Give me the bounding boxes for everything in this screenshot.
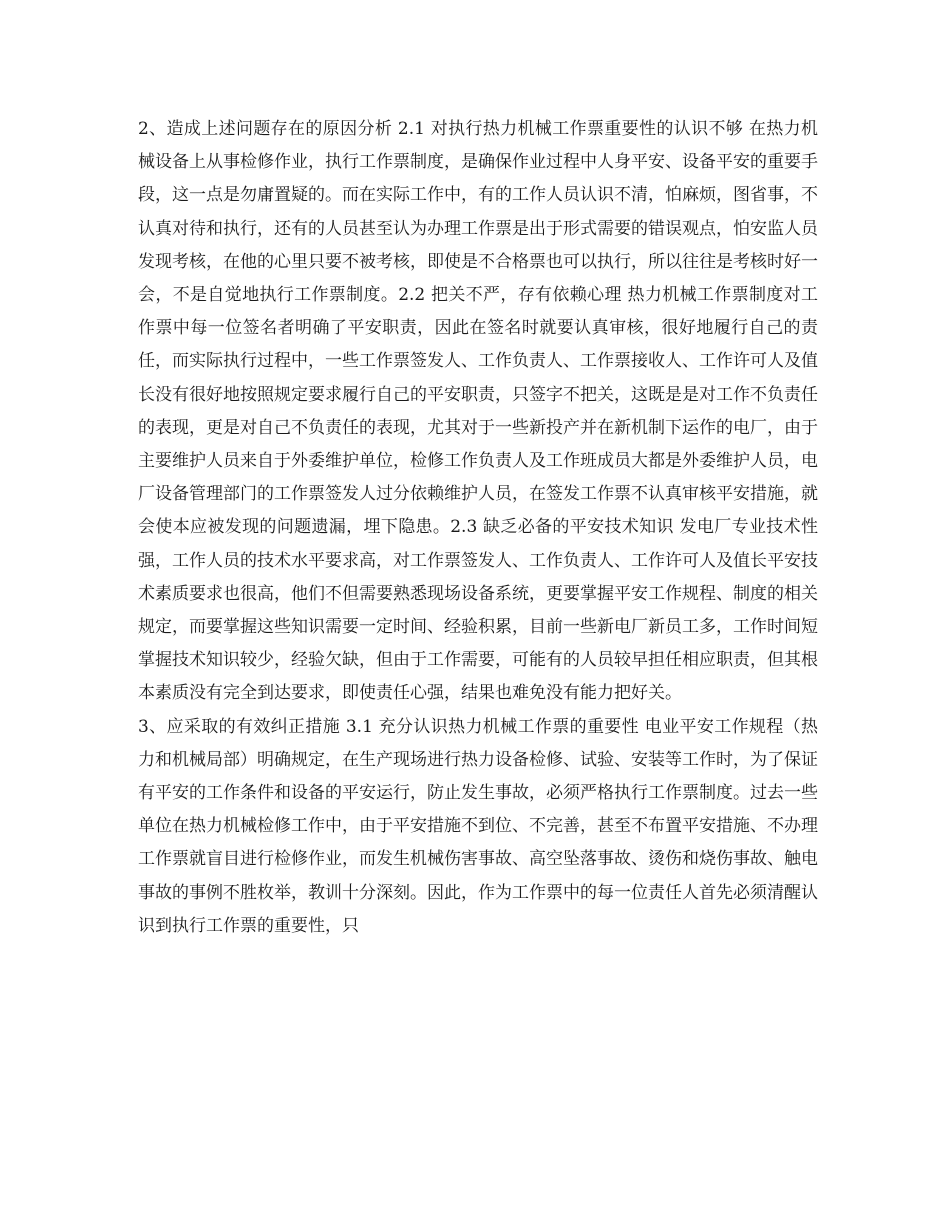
paragraph-measures: 3、应采取的有效纠正措施 3.1 充分认识热力机械工作票的重要性 电业平安工作规程（热力和机械局部）明确规定，在生产现场进行热力设备检修、试验、安装等工作时，为了保证有平安的工作条件和设备的平安运行，防止发生事故，必须严格执行工作票制度。过去一些单位在热力机械检修工作中，由于平安措施不到位、不完善，甚至不布置平安措施、不办理工作票就盲目进行检修作业，而发生机械伤害事故、高空坠落事故、烫伤和烧伤事故、触电事故的事例不胜枚举，教训十分深刻。因此，作为工作票中的每一位责任人首先必须清醒认识到执行工作票的重要性，只 — [138, 716, 818, 936]
paragraph-causes: 2、造成上述问题存在的原因分析 2.1 对执行热力机械工作票重要性的认识不够 在热力机械设备上从事检修作业，执行工作票制度，是确保作业过程中人身平安、设备平安的重要手段，这一点是勿庸置疑的。而在实际工作中，有的工作人员认识不清，怕麻烦，图省事，不认真对待和执行，还有的人员甚至认为办理工作票是出于形式需要的错误观点，怕安监人员发现考核，在他的心里只要不被考核，即使是不合格票也可以执行，所以往往是考核时好一会，不是自觉地执行工作票制度。2.2 把关不严，存有依赖心理 热力机械工作票制度对工作票中每一位签名者明确了平安职责，因此在签名时就要认真审核，很好地履行自己的责任，而实际执行过程中，一些工作票签发人、工作负责人、工作票接收人、工作许可人及值长没有很好地按照规定要求履行自己的平安职责，只签字不把关，这既是是对工作不负责任的表现，更是对自己不负责任的表现，尤其对于一些新投产并在新机制下运作的电厂，由于主要维护人员来自于外委维护单位，检修工作负责人及工作班成员大都是外委维护人员，电厂设备管理部门的工作票签发人过分依赖维护人员，在签发工作票不认真审核平安措施，就会使本应被发现的问题遗漏，埋下隐患。2.3 缺乏必备的平安技术知识 发电厂专业技术性强，工作人员的技术水平要求高，对工作票签发人、工作负责人、工作许可人及值长平安技术素质要求也很高，他们不但需要熟悉现场设备系统，更要掌握平安工作规程、制度的相关规定，而要掌握这些知识需要一定时间、经验积累，目前一些新电厂新员工多，工作时间短掌握技术知识较少，经验欠缺，但由于工作需要，可能有的人员较早担任相应职责，但其根本素质没有完全到达要求，即使责任心强，结果也难免没有能力把好关。 — [138, 119, 818, 704]
document-body — [138, 113, 818, 943]
